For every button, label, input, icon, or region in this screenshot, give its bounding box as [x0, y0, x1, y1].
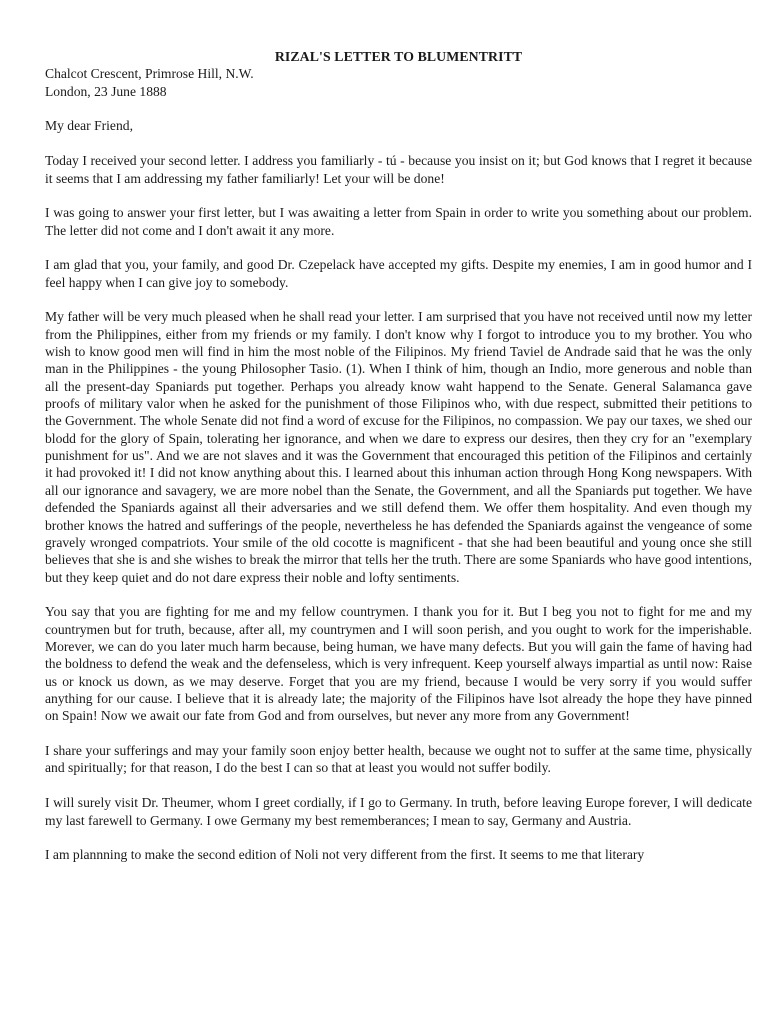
paragraph-5: You say that you are fighting for me and my fellow countrymen. I thank you for it. But I beg you not to fight for me and my countrymen but for truth, because, after all, my countrymen and I will soon perish, and you ought to work for the imperishable. Morever, we can do you later much harm because, being human, we have many defects. But you will gain the fame of having had the boldness to defend the weak and the defenseless, which is very infrequent. Keep yourself always impartial as until now: Raise us or knock us down, as we may deserve. Forget that you are my friend, because I would be very sorry if you would suffer anything for our cause. I believe that it is already late; the majority of the Filipinos have lsot already the hope they have pinned on Spain! Now we await our fate from God and from ourselves, but never any more from any Government! — [45, 604, 752, 724]
sender-address-line: Chalcot Crescent, Primrose Hill, N.W. — [45, 66, 254, 82]
paragraph-1: Today I received your second letter. I address you familiarly - tú - because you insist on it; but God knows that I regret it because it seems that I am addressing my father familiarly! Let your will be done! — [45, 153, 752, 186]
paragraph-6: I share your sufferings and may your family soon enjoy better health, because we ought not to suffer at the same time, physically and spiritually; for that reason, I do the best I can so that at least you would not suffer bodily. — [45, 743, 752, 776]
paragraph-2: I was going to answer your first letter, but I was awaiting a letter from Spain in order to write you something about our problem. The letter did not come and I don't await it any more. — [45, 205, 752, 238]
document-title: RIZAL'S LETTER TO BLUMENTRITT — [274, 49, 523, 64]
paragraph-3: I am glad that you, your family, and good Dr. Czepelack have accepted my gifts. Despite my enemies, I am in good humor and I feel happy when I can give joy to somebody. — [45, 257, 752, 290]
spacer — [45, 100, 752, 117]
letter-document — [45, 48, 752, 864]
letter-date-line: London, 23 June 1888 — [45, 83, 167, 99]
paragraph-4: My father will be very much pleased when he shall read your letter. I am surprised that you have not received until now my letter from the Philippines, either from my friends or my family. I don't know why I forgot to introduce you to my brother. You who wish to know good men will find in him the most noble of the Filipinos. My friend Taviel de Andrade said that he was the only man in the Philippines - the young Philosopher Tasio. (1). When I think of him, though an Indio, more generous and noble than all the present-day Spaniards put together. Perhaps you already know waht happend to the Senate. General Salamanca gave proofs of military valor when he asked for the punishment of those Filipinos who, with due respect, submitted their petitions to the Government. The whole Senate did not find a word of excuse for the Filipinos, no compassion. We pay our taxes, we shed our blodd for the glory of Spain, tolerating her ignorance, and when we dare to express our desires, then they cry for an "exemplary punishment for us". And we are not slaves and it was the Government that encouraged this petition of the Filipinos and certainly it had provoked it! I did not know anything about this. I learned about this inhuman action through Hong Kong newspapers. With all our ignorance and savagery, we are more nobel than the Senate, the Government, and all the Spaniards put together. We have defended the Spaniards against all their adversaries and we still defend them. We offer them hospitality. And even though my brother knows the hatred and sufferings of the people, nevertheless he has defended the Spaniards against the vengeance of some gravely wronged compatriots. Your smile of the old cocotte is magnificent - that she had been beautiful and young once she still believes that she is and she wishes to break the mirror that tells her the truth. There are some Spaniards who have good intentions, but they keep quiet and do not dare express their noble and lofty sentiments. — [45, 309, 752, 585]
salutation: My dear Friend, — [45, 118, 133, 134]
paragraph-8: I am plannning to make the second edition of Noli not very different from the first. It seems to me that literary — [45, 847, 645, 863]
paragraph-7: I will surely visit Dr. Theumer, whom I greet cordially, if I go to Germany. In truth, before leaving Europe forever, I will dedicate my last farewell to Germany. I owe Germany my best rememberances; I mean to say, Germany and Austria. — [45, 795, 752, 828]
